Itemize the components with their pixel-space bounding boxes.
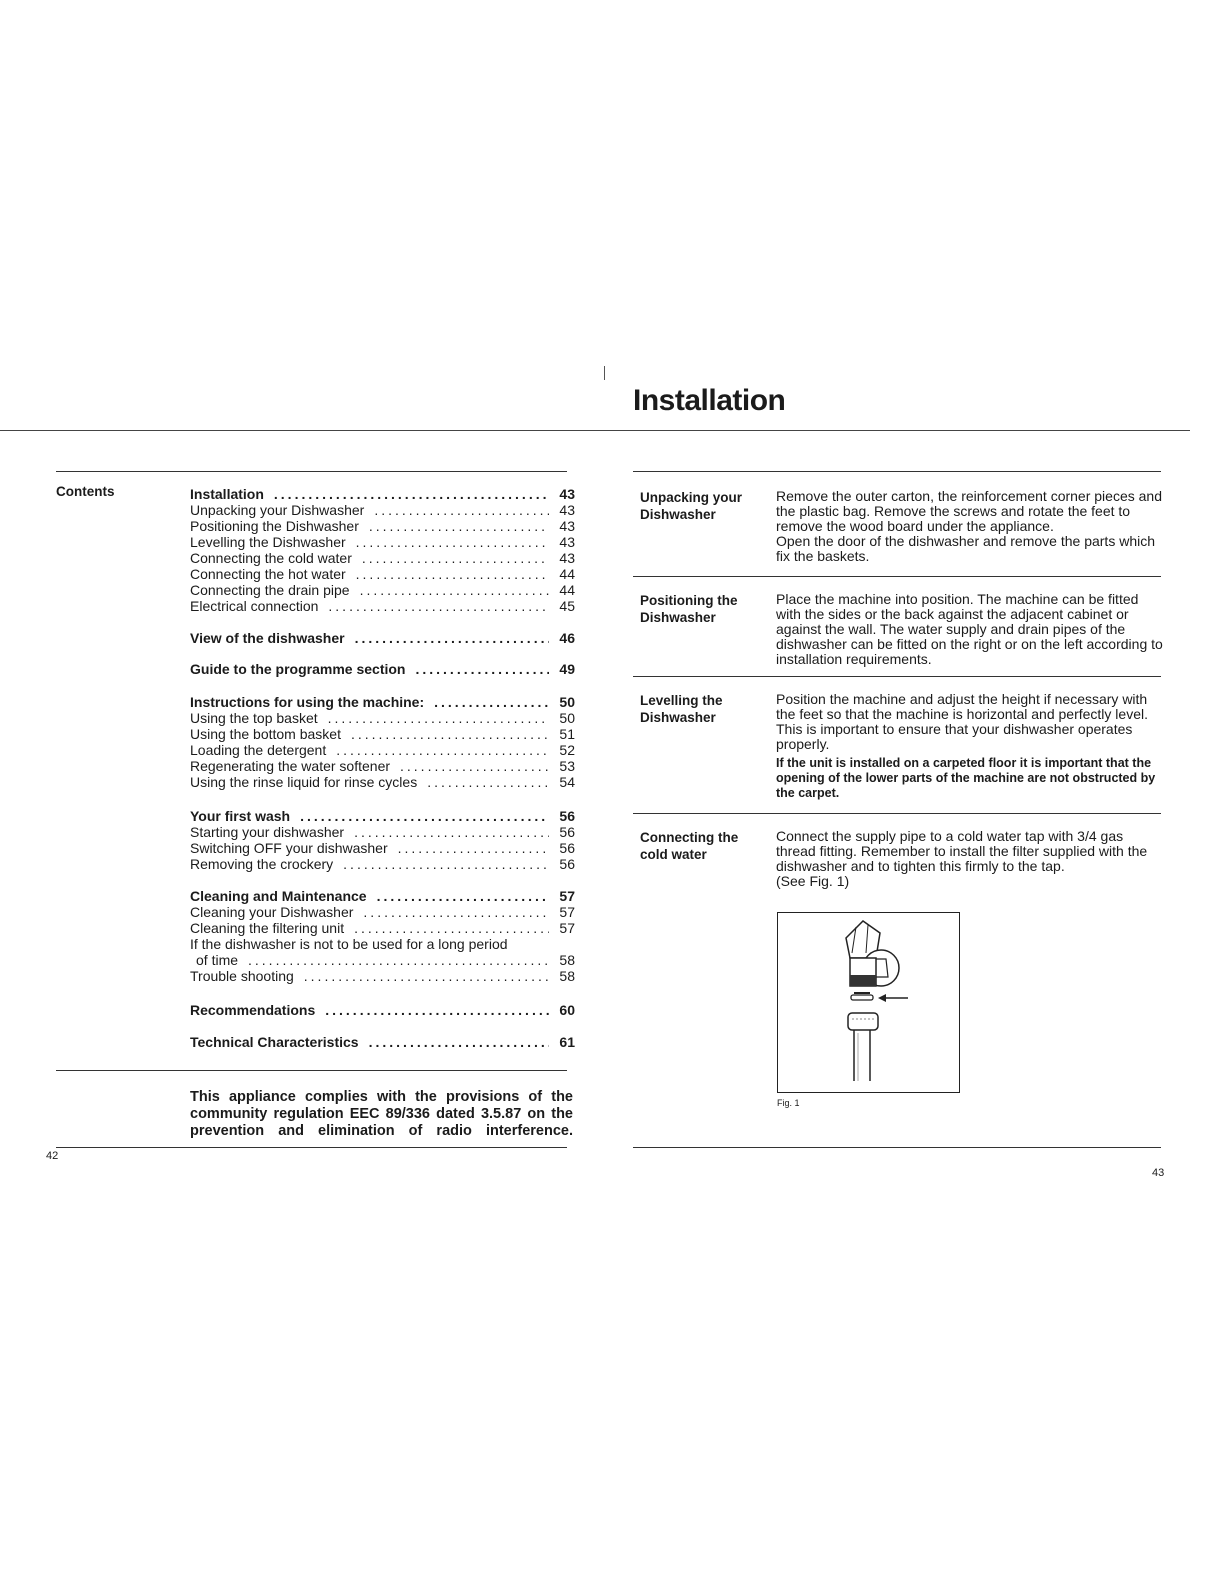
toc-entry-label: Recommendations bbox=[190, 1002, 316, 1018]
section-body-unpacking bbox=[776, 489, 1166, 564]
toc-leader-dots bbox=[398, 840, 549, 856]
toc-entry bbox=[190, 502, 575, 518]
toc-entry-label: Starting your dishwasher bbox=[190, 824, 345, 840]
toc-entry-page: 46 bbox=[559, 630, 575, 646]
toc-leader-dots bbox=[415, 661, 549, 677]
paragraph: Remove the outer carton, the reinforcement corner pieces and the plastic bag. Remove the screws and rotate the feet to remove the wood board under the appliance. bbox=[776, 488, 1162, 534]
toc-entry-page: 44 bbox=[559, 566, 575, 582]
toc-entry-label: Connecting the cold water bbox=[190, 550, 352, 566]
toc-entry bbox=[190, 694, 575, 710]
section-label-positioning: Positioning the Dishwasher bbox=[640, 593, 738, 625]
toc-entry bbox=[190, 1034, 575, 1050]
toc-entry-page: 56 bbox=[559, 840, 575, 856]
toc-leader-dots bbox=[356, 566, 549, 582]
toc-entry-page: 57 bbox=[559, 920, 575, 936]
toc-entry-page: 43 bbox=[559, 550, 575, 566]
tap-filter-illustration bbox=[778, 913, 959, 1092]
toc-entry-label: Using the top basket bbox=[190, 710, 318, 726]
toc-entry-label: Using the bottom basket bbox=[190, 726, 341, 742]
toc-entry-page: 49 bbox=[559, 661, 575, 677]
toc-entry-page: 57 bbox=[559, 888, 575, 904]
toc-leader-dots bbox=[274, 486, 549, 502]
toc-entry-page: 52 bbox=[559, 742, 575, 758]
toc-entry bbox=[190, 840, 575, 856]
toc-entry bbox=[190, 808, 575, 824]
toc-entry bbox=[190, 904, 575, 920]
toc-entry-label: Unpacking your Dishwasher bbox=[190, 502, 365, 518]
toc-leader-dots bbox=[354, 824, 549, 840]
toc-entry bbox=[190, 566, 575, 582]
toc-entry-label: If the dishwasher is not to be used for a long period bbox=[190, 936, 508, 952]
toc-entry bbox=[196, 952, 575, 968]
toc-entry-label: Positioning the Dishwasher bbox=[190, 518, 359, 534]
figure-caption: Fig. 1 bbox=[777, 1098, 800, 1108]
toc-entry-label: Switching OFF your dishwasher bbox=[190, 840, 388, 856]
toc-entry bbox=[190, 888, 575, 904]
toc-entry-label: Cleaning and Maintenance bbox=[190, 888, 367, 904]
toc-entry bbox=[190, 742, 575, 758]
toc-entry bbox=[190, 582, 575, 598]
toc-entry-page: 50 bbox=[559, 710, 575, 726]
page-number-left: 42 bbox=[46, 1150, 59, 1162]
toc-entry bbox=[190, 1002, 575, 1018]
toc-entry-page: 56 bbox=[559, 824, 575, 840]
paragraph: Place the machine into position. The machine can be fitted with the sides or the back against the adjacent cabinet or against the wall. The water supply and drain pipes of the dishwasher can be fitted on the right or on the left according to installation requirements. bbox=[776, 591, 1163, 667]
paragraph: Connect the supply pipe to a cold water tap with 3/4 gas thread fitting. Remember to install the filter supplied with the dishwasher and to tighten this firmly to the tap. bbox=[776, 828, 1148, 874]
toc-entry-label: Electrical connection bbox=[190, 598, 319, 614]
toc-leader-dots bbox=[374, 502, 549, 518]
paragraph: (See Fig. 1) bbox=[776, 873, 850, 889]
section-body-levelling bbox=[776, 692, 1166, 801]
toc-entry-label: View of the dishwasher bbox=[190, 630, 345, 646]
toc-entry-label: Loading the detergent bbox=[190, 742, 327, 758]
toc-leader-dots bbox=[369, 518, 549, 534]
toc-leader-dots bbox=[354, 920, 549, 936]
toc-entry-label: Trouble shooting bbox=[190, 968, 294, 984]
section-label-cold-water: Connecting the cold water bbox=[640, 830, 739, 862]
toc-entry bbox=[190, 920, 575, 936]
toc-entry-page: 51 bbox=[559, 726, 575, 742]
paragraph: Open the door of the dishwasher and remove the parts which fix the baskets. bbox=[776, 533, 1155, 564]
toc-leader-dots bbox=[328, 710, 549, 726]
toc-leader-dots bbox=[300, 808, 549, 824]
toc-entry bbox=[190, 824, 575, 840]
toc-entry-label: Connecting the drain pipe bbox=[190, 582, 350, 598]
section-body-positioning bbox=[776, 592, 1166, 667]
toc-entry-page: 43 bbox=[559, 534, 575, 550]
toc-leader-dots bbox=[304, 968, 549, 984]
toc-entry bbox=[190, 758, 575, 774]
toc-entry-page: 56 bbox=[559, 808, 575, 824]
section-label-unpacking: Unpacking your Dishwasher bbox=[640, 490, 743, 522]
toc-entry bbox=[190, 968, 575, 984]
toc-entry-page: 58 bbox=[559, 968, 575, 984]
toc-entry bbox=[190, 486, 575, 502]
toc-entry bbox=[190, 534, 575, 550]
figure-tap-connection bbox=[777, 912, 960, 1093]
toc-entry bbox=[190, 598, 575, 614]
toc-entry-label: Using the rinse liquid for rinse cycles bbox=[190, 774, 418, 790]
toc-entry-page: 43 bbox=[559, 486, 575, 502]
toc-leader-dots bbox=[355, 630, 549, 646]
toc-entry bbox=[190, 710, 575, 726]
toc-entry bbox=[190, 630, 575, 646]
toc-entry-label: Instructions for using the machine: bbox=[190, 694, 425, 710]
toc-leader-dots bbox=[356, 534, 549, 550]
toc-leader-dots bbox=[360, 582, 549, 598]
toc-leader-dots bbox=[362, 550, 549, 566]
toc-entry-page: 61 bbox=[559, 1034, 575, 1050]
toc-entry-label: Regenerating the water softener bbox=[190, 758, 391, 774]
toc-entry bbox=[190, 550, 575, 566]
section-body-cold-water bbox=[776, 829, 1166, 889]
toc-entry-page: 50 bbox=[559, 694, 575, 710]
toc-entry-label: Removing the crockery bbox=[190, 856, 334, 872]
toc-leader-dots bbox=[343, 856, 549, 872]
toc-leader-dots bbox=[400, 758, 549, 774]
toc-leader-dots bbox=[369, 1034, 549, 1050]
contents-label: Contents bbox=[56, 484, 115, 499]
toc-entry-page: 43 bbox=[559, 518, 575, 534]
paragraph: Position the machine and adjust the height if necessary with the feet so that the machine is horizontal and perfectly level. This is important to ensure that your dishwasher operates properly. bbox=[776, 691, 1148, 752]
toc-leader-dots bbox=[328, 598, 549, 614]
toc-entry-label: Cleaning your Dishwasher bbox=[190, 904, 354, 920]
toc-entry-page: 57 bbox=[559, 904, 575, 920]
toc-leader-dots bbox=[434, 694, 549, 710]
toc-entry bbox=[190, 774, 575, 790]
toc-entry-page: 45 bbox=[559, 598, 575, 614]
carpet-warning-note: If the unit is installed on a carpeted floor it is important that the opening of the lower parts of the machine are not obstructed by the carpet. bbox=[776, 756, 1156, 800]
toc-leader-dots bbox=[248, 952, 549, 968]
toc-entry-page: 60 bbox=[559, 1002, 575, 1018]
page-title: Installation bbox=[633, 384, 786, 417]
toc-entry bbox=[190, 856, 575, 872]
section-label-levelling: Levelling the Dishwasher bbox=[640, 693, 723, 725]
toc-entry bbox=[190, 726, 575, 742]
toc-entry-page: 44 bbox=[559, 582, 575, 598]
toc-entry-label: Installation bbox=[190, 486, 264, 502]
toc-leader-dots bbox=[363, 904, 549, 920]
toc-entry bbox=[190, 661, 575, 677]
toc-entry-page: 54 bbox=[559, 774, 575, 790]
toc-entry-label: Cleaning the filtering unit bbox=[190, 920, 345, 936]
toc-entry-label: Guide to the programme section bbox=[190, 661, 406, 677]
toc-entry-page: 58 bbox=[559, 952, 575, 968]
toc-leader-dots bbox=[377, 888, 549, 904]
toc-entry bbox=[190, 518, 575, 534]
toc-entry-label: Connecting the hot water bbox=[190, 566, 346, 582]
compliance-notice: This appliance complies with the provisions of the community regulation EEC 89/336 dated 3.5.87 on the prevention and elimination of radio interference. bbox=[190, 1089, 573, 1139]
toc-entry-page: 53 bbox=[559, 758, 575, 774]
toc-entry-page: 56 bbox=[559, 856, 575, 872]
page-number-right: 43 bbox=[1152, 1167, 1165, 1179]
toc-entry-label: Technical Characteristics bbox=[190, 1034, 359, 1050]
toc-leader-dots bbox=[325, 1002, 549, 1018]
toc-leader-dots bbox=[427, 774, 549, 790]
toc-leader-dots bbox=[336, 742, 549, 758]
toc-entry bbox=[190, 936, 575, 952]
toc-entry-label: of time bbox=[196, 952, 239, 968]
toc-entry-page: 43 bbox=[559, 502, 575, 518]
toc-leader-dots bbox=[351, 726, 549, 742]
toc-entry-label: Your first wash bbox=[190, 808, 291, 824]
toc-entry-label: Levelling the Dishwasher bbox=[190, 534, 346, 550]
